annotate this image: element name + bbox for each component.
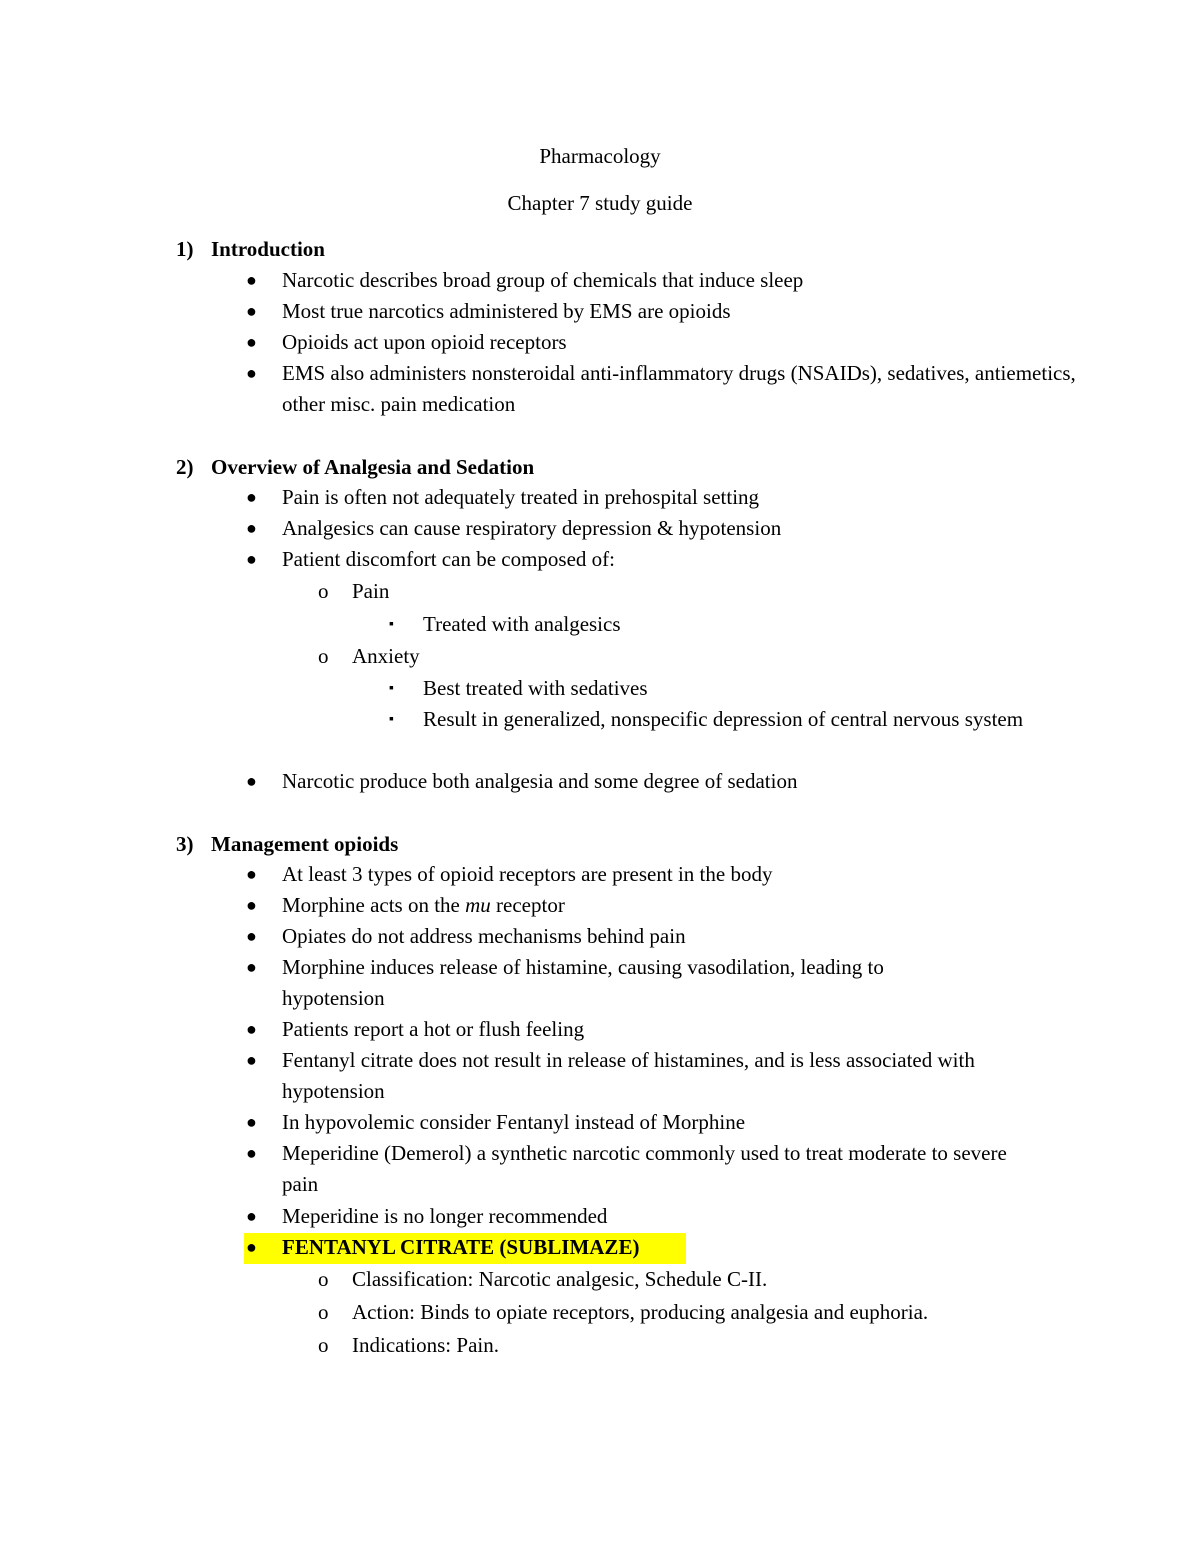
list-item <box>246 1014 1082 1045</box>
square-marker: ▪ <box>389 712 394 727</box>
bullet-marker: ● <box>246 1206 257 1226</box>
bullet-marker: ● <box>246 864 257 884</box>
circle-marker: o <box>318 1300 329 1324</box>
section-number: 1) <box>176 237 194 261</box>
italic-term: mu <box>465 893 491 917</box>
section-heading <box>176 235 325 263</box>
list-item-text: Result in generalized, nonspecific depression of central nervous system <box>423 707 1024 731</box>
square-marker: ▪ <box>389 617 394 632</box>
list-item <box>246 296 1082 327</box>
list-item <box>246 544 1082 575</box>
list-item-text-mixed <box>282 890 1082 921</box>
bullet-marker: ● <box>246 926 257 946</box>
list-item-text: Pain is often not adequately treated in prehospital setting <box>282 485 760 509</box>
list-item-text: Fentanyl citrate does not result in release of histamines, and is less associated with hypotension <box>282 1048 975 1103</box>
circle-marker: o <box>318 1267 329 1291</box>
circle-marker: o <box>318 1333 329 1357</box>
list-item-text: Treated with analgesics <box>423 612 621 636</box>
list-item-text: Anxiety <box>352 644 420 668</box>
list-item-text: Patient discomfort can be composed of: <box>282 547 615 571</box>
square-marker: ▪ <box>389 681 394 696</box>
sub-list-item <box>318 641 1052 672</box>
bullet-marker: ● <box>246 1019 257 1039</box>
highlighted-list-item <box>246 1232 1082 1263</box>
list-item-text: Morphine induces release of histamine, causing vasodilation, leading to hypotension <box>282 955 884 1010</box>
list-item <box>246 513 1082 544</box>
section-number: 3) <box>176 832 194 856</box>
text-fragment: receptor <box>496 893 565 917</box>
sub-sub-list-item <box>389 609 1063 640</box>
sub-list-item <box>318 1264 1052 1295</box>
bullet-marker: ● <box>246 1143 257 1163</box>
list-item-text: Pain <box>352 579 390 603</box>
sub-list-item <box>318 1330 1052 1361</box>
list-item-text: Classification: Narcotic analgesic, Schedule C-II. <box>352 1267 768 1291</box>
list-item <box>246 1138 1082 1200</box>
list-item-text: FENTANYL CITRATE (SUBLIMAZE) <box>282 1235 640 1259</box>
bullet-marker: ● <box>246 771 257 791</box>
circle-marker: o <box>318 644 329 668</box>
list-item-text: Meperidine (Demerol) a synthetic narcotic commonly used to treat moderate to severe pain <box>282 1141 1007 1196</box>
list-item-text: Opiates do not address mechanisms behind pain <box>282 924 686 948</box>
list-item-text: Narcotic produce both analgesia and some degree of sedation <box>282 769 798 793</box>
list-item-text: Meperidine is no longer recommended <box>282 1204 608 1228</box>
bullet-marker: ● <box>246 1112 257 1132</box>
list-item-text: Opioids act upon opioid receptors <box>282 330 567 354</box>
list-item <box>246 1107 1082 1138</box>
sub-sub-list-item <box>389 673 1063 704</box>
list-item-text: Action: Binds to opiate receptors, producing analgesia and euphoria. <box>352 1300 929 1324</box>
section-title: Management opioids <box>211 832 399 856</box>
section-title: Introduction <box>211 237 325 261</box>
section-number: 2) <box>176 455 194 479</box>
list-item-text: EMS also administers nonsteroidal anti-inflammatory drugs (NSAIDs), sedatives, antiemetics, other misc. pain medication <box>282 361 1076 416</box>
sub-list-item <box>318 1297 1052 1328</box>
bullet-marker: ● <box>246 270 257 290</box>
section-heading <box>176 830 398 858</box>
list-item <box>246 890 1082 921</box>
circle-marker: o <box>318 579 329 603</box>
bullet-marker: ● <box>246 363 257 383</box>
bullet-marker: ● <box>246 332 257 352</box>
list-item-text: Most true narcotics administered by EMS are opioids <box>282 299 731 323</box>
list-item-text: Patients report a hot or flush feeling <box>282 1017 585 1041</box>
list-item-text: Best treated with sedatives <box>423 676 648 700</box>
document-title: Pharmacology <box>539 144 661 168</box>
list-item <box>246 265 1082 296</box>
list-item <box>246 859 1082 890</box>
sub-list-item <box>318 576 1052 607</box>
bullet-marker: ● <box>246 1050 257 1070</box>
bullet-marker: ● <box>246 301 257 321</box>
list-item <box>246 358 1082 420</box>
list-item <box>246 766 1082 797</box>
list-item <box>246 327 1082 358</box>
bullet-marker: ● <box>246 895 257 915</box>
list-item-text: Indications: Pain. <box>352 1333 499 1357</box>
section-title: Overview of Analgesia and Sedation <box>211 455 535 479</box>
list-item-text: In hypovolemic consider Fentanyl instead of Morphine <box>282 1110 746 1134</box>
list-item <box>246 952 1082 1014</box>
bullet-marker: ● <box>246 1237 257 1257</box>
sub-sub-list-item <box>389 704 1063 735</box>
list-item-text: Analgesics can cause respiratory depression & hypotension <box>282 516 782 540</box>
list-item <box>246 482 1082 513</box>
list-item-text: At least 3 types of opioid receptors are present in the body <box>282 862 773 886</box>
list-item <box>246 921 1082 952</box>
bullet-marker: ● <box>246 957 257 977</box>
document-subtitle: Chapter 7 study guide <box>507 191 693 215</box>
bullet-marker: ● <box>246 487 257 507</box>
bullet-marker: ● <box>246 518 257 538</box>
list-item-text: Narcotic describes broad group of chemicals that induce sleep <box>282 268 804 292</box>
bullet-marker: ● <box>246 549 257 569</box>
list-item <box>246 1045 1082 1107</box>
text-fragment: Morphine acts on the <box>282 893 460 917</box>
list-item <box>246 1201 1082 1232</box>
section-heading <box>176 453 534 481</box>
